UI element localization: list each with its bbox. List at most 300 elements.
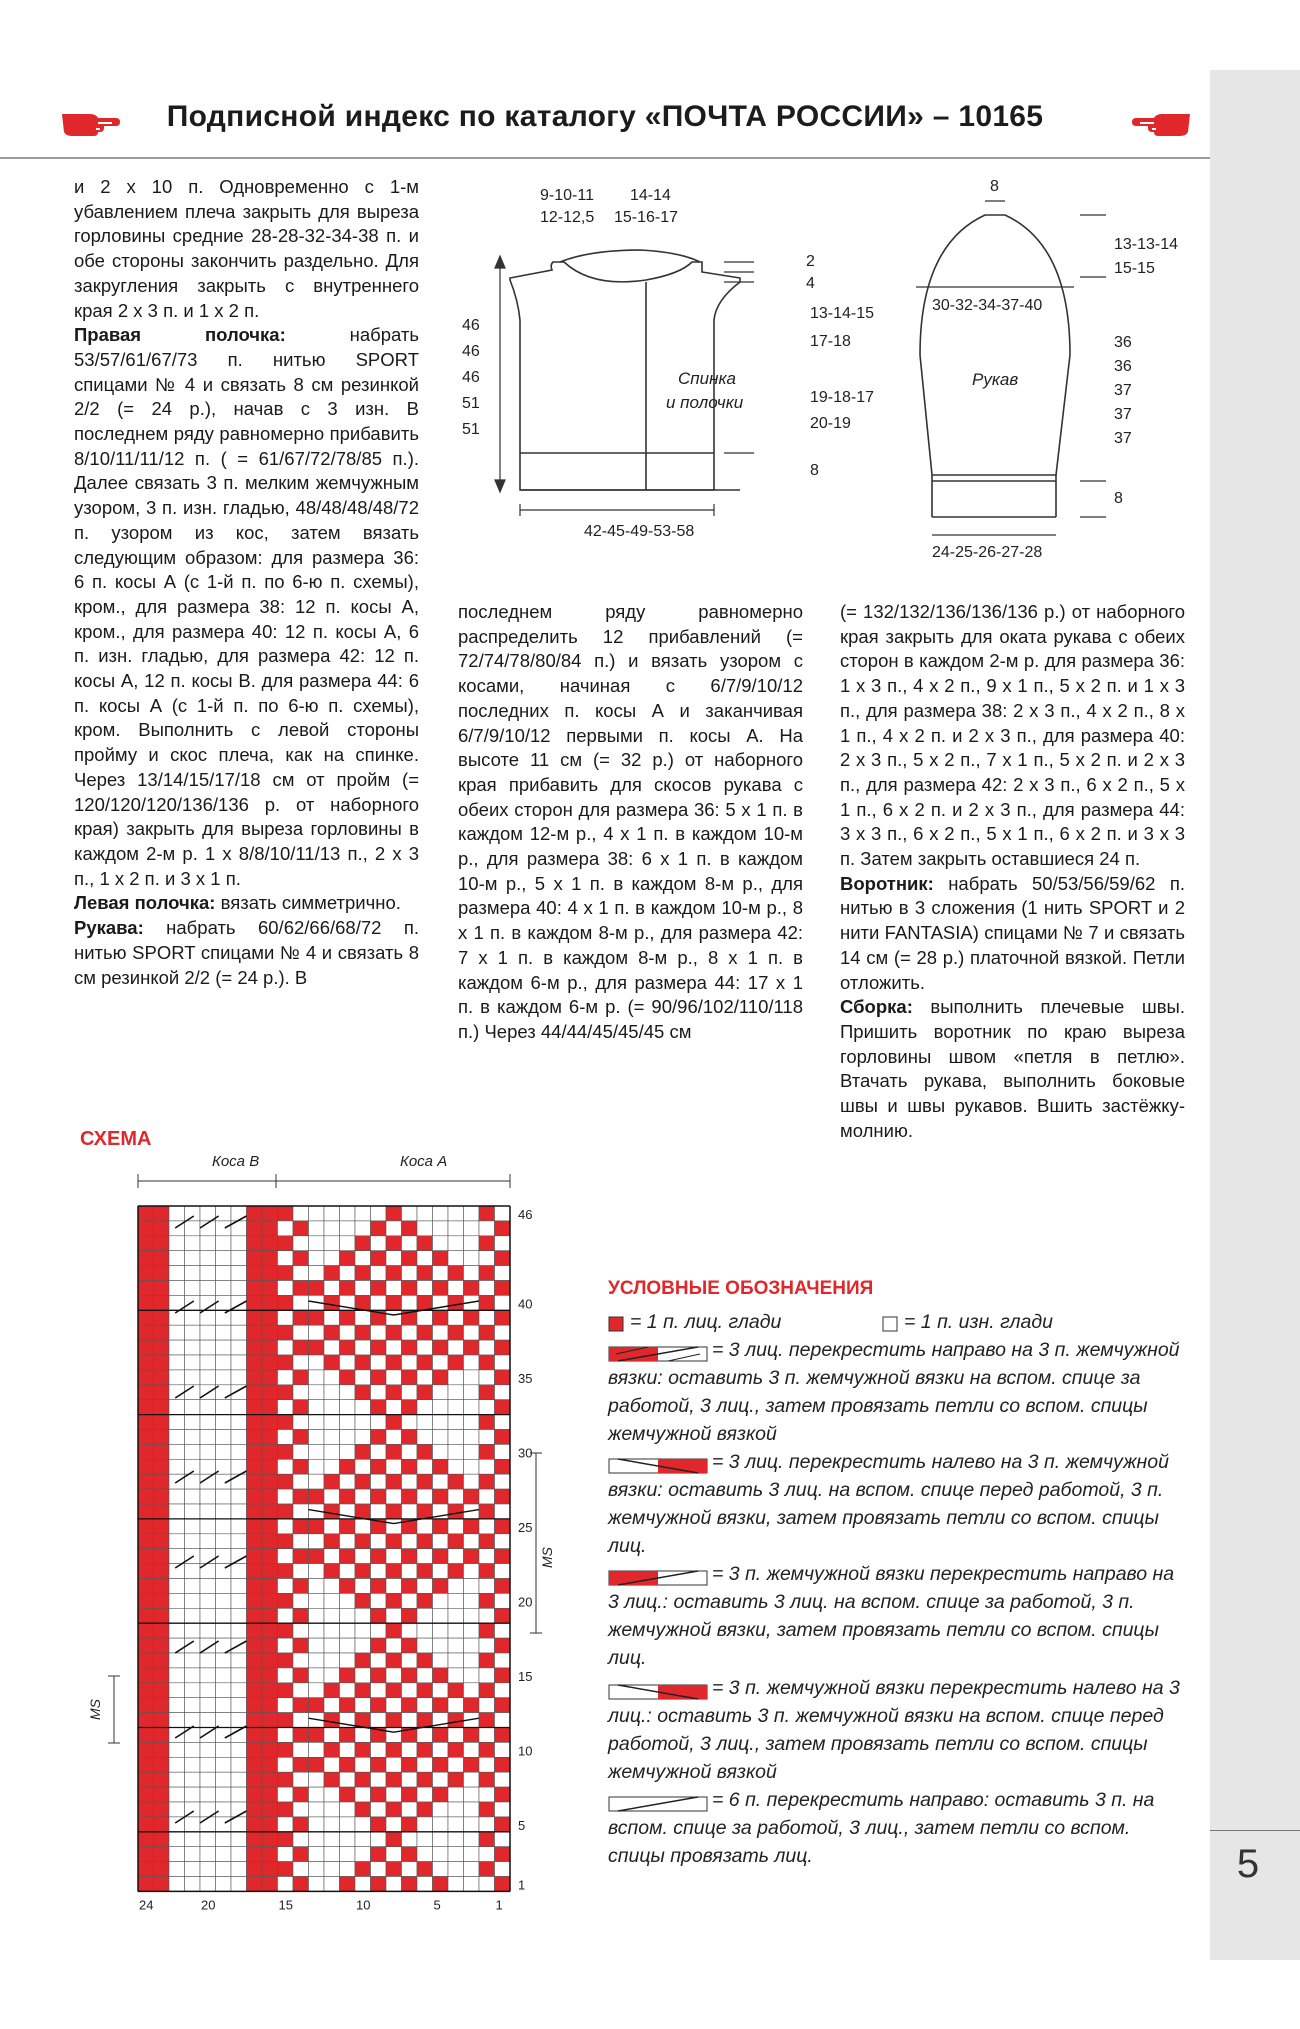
chart-cell <box>200 1236 216 1251</box>
chart-cell <box>138 1430 154 1445</box>
chart-cell <box>216 1832 232 1847</box>
chart-cell <box>464 1340 480 1355</box>
chart-cell <box>216 1281 232 1296</box>
chart-cell <box>216 1534 232 1549</box>
chart-cell <box>324 1713 340 1728</box>
chart-cell <box>138 1295 154 1310</box>
chart-cell <box>386 1772 402 1787</box>
chart-cell <box>417 1444 433 1459</box>
chart-cell <box>433 1474 449 1489</box>
chart-cell <box>293 1489 309 1504</box>
chart-cell <box>448 1489 464 1504</box>
dim-label: 2 <box>806 253 815 270</box>
chart-cell <box>200 1251 216 1266</box>
chart-cell <box>495 1430 511 1445</box>
chart-cell <box>247 1415 263 1430</box>
chart-cell <box>448 1742 464 1757</box>
chart-cell <box>464 1847 480 1862</box>
chart-cell <box>340 1459 356 1474</box>
chart-cell <box>154 1698 170 1713</box>
chart-cell <box>433 1787 449 1802</box>
chart-cell <box>138 1340 154 1355</box>
chart-cell <box>154 1757 170 1772</box>
chart-cell <box>293 1832 309 1847</box>
chart-cell <box>169 1444 185 1459</box>
chart-cell <box>495 1593 511 1608</box>
chart-cell <box>231 1340 247 1355</box>
chart-cell <box>169 1459 185 1474</box>
chart-cell <box>433 1310 449 1325</box>
dim-label: 46 <box>462 343 480 360</box>
chart-cell <box>324 1549 340 1564</box>
chart-cell <box>138 1877 154 1892</box>
chart-cell <box>309 1221 325 1236</box>
chart-cell <box>293 1713 309 1728</box>
chart-cell <box>169 1579 185 1594</box>
chart-cell <box>464 1370 480 1385</box>
chart-cell <box>169 1772 185 1787</box>
chart-cell <box>448 1400 464 1415</box>
legend-purl: = 1 п. изн. глади <box>904 1311 1053 1333</box>
chart-cell <box>479 1310 495 1325</box>
chart-cell <box>278 1385 294 1400</box>
chart-cell <box>340 1236 356 1251</box>
chart-cell <box>479 1579 495 1594</box>
chart-cell <box>278 1728 294 1743</box>
chart-cell <box>402 1534 418 1549</box>
chart-cell <box>200 1534 216 1549</box>
chart-cell <box>417 1668 433 1683</box>
chart-cell <box>154 1638 170 1653</box>
chart-cell <box>340 1593 356 1608</box>
chart-cell <box>448 1325 464 1340</box>
chart-cell <box>138 1415 154 1430</box>
chart-cell <box>138 1206 154 1221</box>
chart-cell <box>371 1742 387 1757</box>
chart-cell <box>386 1847 402 1862</box>
chart-cell <box>495 1266 511 1281</box>
chart-cell <box>479 1847 495 1862</box>
chart-cell <box>355 1519 371 1534</box>
chart-cell <box>247 1340 263 1355</box>
chart-cell <box>448 1340 464 1355</box>
chart-cell <box>293 1504 309 1519</box>
chart-cell <box>340 1608 356 1623</box>
legend-item-3: = 3 п. жемчужной вязки перекрестить направо на 3 лиц.: оставить 3 лиц. на вспом. спице за работой, 3 п. жемчужной вязки, затем провязать петли со вспом. спицы лиц. <box>608 1563 1175 1669</box>
chart-cell <box>154 1295 170 1310</box>
sleeve-pattern-diagram <box>880 165 1200 565</box>
chart-cell <box>138 1325 154 1340</box>
chart-cell <box>278 1742 294 1757</box>
chart-cell <box>278 1772 294 1787</box>
legend-title: УСЛОВНЫЕ ОБОЗНАЧЕНИЯ <box>608 1278 874 1299</box>
paragraph: Сборка: выполнить плечевые швы. Пришить воротник по краю выреза горловины швом «петля в петлю». Втачать рукава, выполнить боковые швы и швы рукавов. Вшить застёжку-молнию. <box>840 996 1185 1141</box>
chart-cell <box>371 1683 387 1698</box>
dim-label: 9-10-11 <box>540 187 594 204</box>
chart-cell <box>433 1400 449 1415</box>
chart-cell <box>231 1653 247 1668</box>
dim-label: 14-14 <box>630 187 671 204</box>
chart-cell <box>200 1340 216 1355</box>
chart-cell <box>247 1355 263 1370</box>
chart-cell <box>216 1668 232 1683</box>
chart-cell <box>262 1474 278 1489</box>
chart-cell <box>448 1385 464 1400</box>
chart-cell <box>386 1787 402 1802</box>
chart-cell <box>154 1787 170 1802</box>
chart-cell <box>278 1757 294 1772</box>
chart-cell <box>386 1638 402 1653</box>
chart-cell <box>417 1266 433 1281</box>
chart-cell <box>154 1340 170 1355</box>
dim-label: 51 <box>462 421 480 438</box>
chart-cell <box>185 1370 201 1385</box>
chart-cell <box>185 1340 201 1355</box>
dim-label: 30-32-34-37-40 <box>932 297 1043 314</box>
chart-cell <box>293 1862 309 1877</box>
chart-cell <box>247 1653 263 1668</box>
chart-cell <box>402 1370 418 1385</box>
chart-cell <box>278 1400 294 1415</box>
chart-cell <box>402 1817 418 1832</box>
chart-cell <box>402 1281 418 1296</box>
chart-cell <box>262 1206 278 1221</box>
chart-cell <box>138 1742 154 1757</box>
chart-cell <box>293 1430 309 1445</box>
chart-cell <box>402 1608 418 1623</box>
chart-cell <box>216 1579 232 1594</box>
chart-cell <box>262 1549 278 1564</box>
chart-cell <box>495 1847 511 1862</box>
chart-cell <box>309 1817 325 1832</box>
chart-cell <box>309 1281 325 1296</box>
chart-cell <box>216 1862 232 1877</box>
chart-cell <box>371 1787 387 1802</box>
chart-cell <box>448 1683 464 1698</box>
chart-cell <box>247 1579 263 1594</box>
chart-cell <box>402 1757 418 1772</box>
chart-cell <box>479 1385 495 1400</box>
section-heading: Рукава: <box>74 917 144 939</box>
chart-cell <box>448 1877 464 1892</box>
chart-cell <box>417 1832 433 1847</box>
chart-cell <box>386 1221 402 1236</box>
chart-cell <box>185 1787 201 1802</box>
chart-cell <box>324 1698 340 1713</box>
chart-cell <box>324 1519 340 1534</box>
chart-cell <box>200 1579 216 1594</box>
dim-label: 15-15 <box>1114 260 1155 277</box>
chart-cell <box>278 1206 294 1221</box>
chart-cell <box>355 1579 371 1594</box>
chart-cell <box>169 1877 185 1892</box>
chart-cell <box>386 1802 402 1817</box>
chart-cell <box>371 1653 387 1668</box>
chart-cell <box>185 1698 201 1713</box>
chart-cell <box>169 1593 185 1608</box>
chart-cell <box>309 1430 325 1445</box>
chart-cell <box>433 1847 449 1862</box>
chart-cell <box>448 1593 464 1608</box>
paragraph: и 2 х 10 п. Одновременно с 1-м убавлением плеча закрыть для выреза горловины средние 28-28-32-34-38 п. и обе стороны закончить раздельно. Для закругления закрыть с внутреннего края 2 х 3 п. и 1 х 2 п. <box>74 176 419 321</box>
chart-cell <box>479 1206 495 1221</box>
chart-cell <box>417 1683 433 1698</box>
chart-cell <box>340 1415 356 1430</box>
chart-cell <box>154 1310 170 1325</box>
chart-cell <box>417 1310 433 1325</box>
chart-cell <box>278 1459 294 1474</box>
chart-cell <box>154 1325 170 1340</box>
chart-cell <box>371 1444 387 1459</box>
chart-cell <box>278 1668 294 1683</box>
chart-cell <box>386 1698 402 1713</box>
chart-cell <box>417 1579 433 1594</box>
chart-cell <box>154 1221 170 1236</box>
dim-label: 8 <box>1114 490 1123 507</box>
chart-cell <box>355 1325 371 1340</box>
chart-cell <box>309 1668 325 1683</box>
chart-cell <box>464 1638 480 1653</box>
chart-cell <box>247 1459 263 1474</box>
chart-cell <box>402 1474 418 1489</box>
chart-cell <box>247 1430 263 1445</box>
chart-cell <box>185 1832 201 1847</box>
chart-cell <box>386 1430 402 1445</box>
chart-cell <box>262 1236 278 1251</box>
chart-cell <box>278 1266 294 1281</box>
chart-cell <box>324 1236 340 1251</box>
row-label: 25 <box>518 1519 533 1535</box>
chart-cell <box>433 1534 449 1549</box>
chart-cell <box>138 1757 154 1772</box>
chart-cell <box>340 1310 356 1325</box>
chart-cell <box>247 1400 263 1415</box>
chart-cell <box>371 1221 387 1236</box>
chart-cell <box>433 1251 449 1266</box>
chart-cell <box>340 1251 356 1266</box>
chart-cell <box>185 1772 201 1787</box>
chart-cell <box>433 1266 449 1281</box>
chart-cell <box>355 1489 371 1504</box>
chart-cell <box>262 1325 278 1340</box>
chart-cell <box>185 1310 201 1325</box>
chart-cell <box>154 1579 170 1594</box>
chart-cell <box>340 1877 356 1892</box>
chart-cell <box>340 1728 356 1743</box>
dim-label: 46 <box>462 317 480 334</box>
chart-cell <box>464 1459 480 1474</box>
chart-cell <box>402 1504 418 1519</box>
chart-cell <box>138 1579 154 1594</box>
chart-cell <box>278 1862 294 1877</box>
chart-cell <box>278 1430 294 1445</box>
chart-cell <box>185 1742 201 1757</box>
legend-item-5: = 6 п. перекрестить направо: оставить 3 п. на вспом. спице за работой, 3 лиц., затем петли со вспом. спицы провязать лиц. <box>608 1789 1155 1867</box>
chart-cell <box>262 1847 278 1862</box>
chart-cell <box>417 1653 433 1668</box>
chart-cell <box>324 1281 340 1296</box>
chart-cell <box>309 1400 325 1415</box>
chart-cell <box>417 1400 433 1415</box>
chart-cell <box>417 1877 433 1892</box>
chart-cell <box>355 1415 371 1430</box>
chart-cell <box>169 1251 185 1266</box>
legend-knit: = 1 п. лиц. глади <box>630 1311 782 1333</box>
chart-cell <box>216 1698 232 1713</box>
chart-cell <box>433 1668 449 1683</box>
chart-cell <box>169 1623 185 1638</box>
chart-cell <box>138 1385 154 1400</box>
chart-cell <box>138 1847 154 1862</box>
chart-cell <box>138 1474 154 1489</box>
chart-cell <box>464 1683 480 1698</box>
chart-cell <box>464 1534 480 1549</box>
chart-cell <box>200 1787 216 1802</box>
chart-cell <box>386 1236 402 1251</box>
chart-cell <box>309 1593 325 1608</box>
chart-cell <box>247 1668 263 1683</box>
chart-cell <box>138 1489 154 1504</box>
chart-cell <box>479 1400 495 1415</box>
chart-cell <box>138 1728 154 1743</box>
chart-cell <box>324 1310 340 1325</box>
chart-cell <box>355 1698 371 1713</box>
chart-cell <box>293 1653 309 1668</box>
chart-cell <box>154 1728 170 1743</box>
chart-cell <box>355 1817 371 1832</box>
chart-cell <box>278 1638 294 1653</box>
chart-cell <box>247 1206 263 1221</box>
chart-cell <box>169 1489 185 1504</box>
chart-cell <box>324 1474 340 1489</box>
chart-cell <box>355 1847 371 1862</box>
chart-cell <box>247 1236 263 1251</box>
chart-cell <box>355 1251 371 1266</box>
chart-cell <box>355 1281 371 1296</box>
chart-cell <box>154 1370 170 1385</box>
chart-cell <box>231 1266 247 1281</box>
chart-cell <box>278 1355 294 1370</box>
chart-cell <box>448 1817 464 1832</box>
chart-cell <box>169 1608 185 1623</box>
chart-cell <box>371 1295 387 1310</box>
chart-cell <box>231 1251 247 1266</box>
chart-cell <box>433 1221 449 1236</box>
chart-cell <box>293 1355 309 1370</box>
dim-label: 37 <box>1114 382 1132 399</box>
chart-cell <box>417 1519 433 1534</box>
chart-cell <box>154 1385 170 1400</box>
chart-cell <box>479 1415 495 1430</box>
chart-cell <box>200 1519 216 1534</box>
chart-cell <box>216 1742 232 1757</box>
chart-cell <box>479 1728 495 1743</box>
chart-cell <box>293 1206 309 1221</box>
chart-cell <box>169 1266 185 1281</box>
chart-cell <box>293 1325 309 1340</box>
chart-cell <box>262 1266 278 1281</box>
chart-cell <box>448 1608 464 1623</box>
chart-cell <box>386 1444 402 1459</box>
chart-cell <box>247 1847 263 1862</box>
chart-cell <box>464 1549 480 1564</box>
chart-cell <box>138 1549 154 1564</box>
chart-cell <box>169 1549 185 1564</box>
chart-cell <box>262 1623 278 1638</box>
chart-cell <box>495 1683 511 1698</box>
chart-cell <box>433 1623 449 1638</box>
chart-cell <box>479 1370 495 1385</box>
chart-cell <box>371 1668 387 1683</box>
chart-cell <box>309 1698 325 1713</box>
chart-cell <box>278 1579 294 1594</box>
chart-cell <box>386 1370 402 1385</box>
chart-cell <box>386 1474 402 1489</box>
chart-cell <box>495 1295 511 1310</box>
chart-cell <box>262 1430 278 1445</box>
chart-cell <box>138 1251 154 1266</box>
dim-label: 13-13-14 <box>1114 236 1179 253</box>
chart-cell <box>479 1534 495 1549</box>
chart-cell <box>247 1877 263 1892</box>
chart-cell <box>433 1579 449 1594</box>
chart-cell <box>293 1638 309 1653</box>
chart-cell <box>278 1564 294 1579</box>
chart-cell <box>340 1683 356 1698</box>
chart-cell <box>216 1325 232 1340</box>
chart-cell <box>448 1504 464 1519</box>
chart-cell <box>278 1325 294 1340</box>
paragraph: Рукава: набрать 60/62/66/68/72 п. нитью SPORT спицами № 4 и связать 8 см резинкой 2/2 (= 24 р.). В <box>74 917 419 988</box>
chart-cell <box>340 1489 356 1504</box>
section-heading: Левая полочка: <box>74 892 216 914</box>
chart-cell <box>433 1728 449 1743</box>
chart-cell <box>231 1519 247 1534</box>
chart-cell <box>169 1415 185 1430</box>
chart-cell <box>448 1832 464 1847</box>
text-column-2 <box>458 600 803 1045</box>
chart-cell <box>169 1683 185 1698</box>
chart-cell <box>464 1430 480 1445</box>
chart-cell <box>200 1862 216 1877</box>
chart-cell <box>464 1608 480 1623</box>
chart-cell <box>324 1608 340 1623</box>
chart-cell <box>216 1489 232 1504</box>
chart-cell <box>309 1862 325 1877</box>
row-label: 40 <box>518 1296 533 1312</box>
chart-cell <box>154 1564 170 1579</box>
chart-cell <box>464 1236 480 1251</box>
dim-label: 24-25-26-27-28 <box>932 544 1043 561</box>
chart-cell <box>262 1444 278 1459</box>
dim-label: 46 <box>462 369 480 386</box>
col-label: 20 <box>201 1897 216 1913</box>
chart-cell <box>324 1787 340 1802</box>
chart-cell <box>479 1668 495 1683</box>
chart-cell <box>371 1549 387 1564</box>
chart-cell <box>169 1832 185 1847</box>
legend-item-2: = 3 лиц. перекрестить налево на 3 п. жемчужной вязки: оставить 3 лиц. на вспом. спице перед работой, 3 п. жемчужной вязки, затем провязать петли со вспом. спицы лиц. <box>608 1451 1169 1557</box>
chart-cell <box>386 1623 402 1638</box>
chart-cell <box>479 1653 495 1668</box>
chart-cell <box>216 1817 232 1832</box>
chart-cell <box>355 1757 371 1772</box>
chart-cell <box>169 1504 185 1519</box>
chart-cell <box>293 1295 309 1310</box>
chart-cell <box>417 1340 433 1355</box>
paragraph: (= 132/132/136/136/136 р.) от наборного края закрыть для оката рукава с обеих сторон в каждом 2-м р. для размера 36: 1 х 3 п., 4 х 2 п., 9 х 1 п., 5 х 2 п. и 1 х 3 п., для размера 38: 2 х 3 п., 4 х 2 п., 8 х 1 п., 4 х 2 п. и 2 х 3 п., для размера 40: 2 х 3 п., 5 х 2 п., 7 х 1 п., 5 х 2 п. и 2 х 3 п., для размера 42: 2 х 3 п., 6 х 2 п., 5 х 1 п., 6 х 2 п. и 2 х 3 п., для размера 44: 3 х 3 п., 6 х 2 п., 5 х 1 п., 6 х 2 п. и 3 х 3 п. Затем закрыть оставшиеся 24 п. <box>840 601 1185 870</box>
kosa-a-label: Коса А <box>400 1153 448 1170</box>
